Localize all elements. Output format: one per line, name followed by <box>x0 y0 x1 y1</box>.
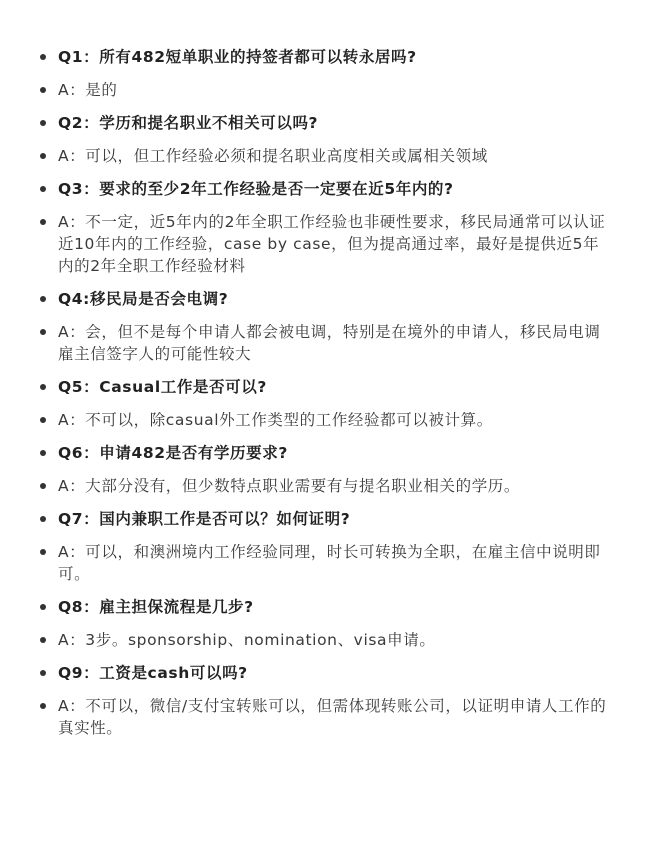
faq-answer-7: A：可以，和澳洲境内工作经验同理，时长可转换为全职，在雇主信中说明即可。 <box>0 541 647 585</box>
faq-question-6: Q6：申请482是否有学历要求? <box>0 442 647 464</box>
faq-answer-1: A：是的 <box>0 79 647 101</box>
faq-question-5: Q5：Casual工作是否可以? <box>0 376 647 398</box>
faq-answer-6: A：大部分没有，但少数特点职业需要有与提名职业相关的学历。 <box>0 475 647 497</box>
faq-question-2: Q2：学历和提名职业不相关可以吗? <box>0 112 647 134</box>
faq-answer-5: A：不可以，除casual外工作类型的工作经验都可以被计算。 <box>0 409 647 431</box>
faq-question-3: Q3：要求的至少2年工作经验是否一定要在近5年内的? <box>0 178 647 200</box>
faq-question-4: Q4:移民局是否会电调? <box>0 288 647 310</box>
faq-answer-4: A：会，但不是每个申请人都会被电调，特别是在境外的申请人，移民局电调雇主信签字人的可能性较大 <box>0 321 647 365</box>
faq-answer-8: A：3步。sponsorship、nomination、visa申请。 <box>0 629 647 651</box>
faq-answer-9: A：不可以，微信/支付宝转账可以，但需体现转账公司，以证明申请人工作的真实性。 <box>0 695 647 739</box>
faq-question-8: Q8：雇主担保流程是几步? <box>0 596 647 618</box>
faq-question-9: Q9：工资是cash可以吗? <box>0 662 647 684</box>
faq-question-1: Q1：所有482短单职业的持签者都可以转永居吗? <box>0 46 647 68</box>
faq-answer-3: A：不一定，近5年内的2年全职工作经验也非硬性要求，移民局通常可以认证近10年内的工作经验，case by case，但为提高通过率，最好是提供近5年内的2年全职工作经验材料 <box>0 211 647 277</box>
faq-answer-2: A：可以，但工作经验必须和提名职业高度相关或属相关领域 <box>0 145 647 167</box>
faq-question-7: Q7：国内兼职工作是否可以？如何证明? <box>0 508 647 530</box>
